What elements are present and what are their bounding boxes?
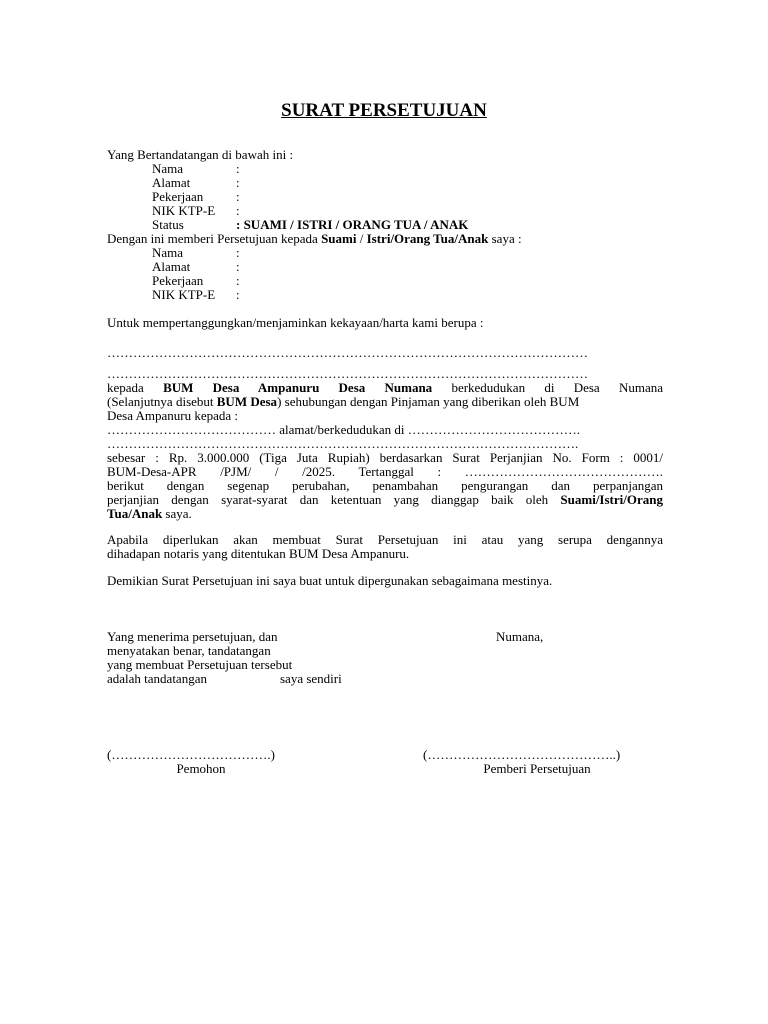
field-colon: : [236, 287, 240, 302]
text-span: ) sehubungan dengan Pinjaman yang diberikan oleh BUM [277, 394, 580, 409]
text-span: berkedudukan [451, 381, 526, 395]
field-label: Status [152, 217, 184, 232]
role-applicant: Pemohon [176, 761, 226, 776]
field-pekerjaan-2 [107, 274, 663, 288]
field-nik [107, 204, 663, 218]
field-colon: : [236, 245, 240, 260]
paragraph-line [107, 381, 663, 395]
bold-span: BUM Desa Ampanuru Desa Numana [163, 381, 433, 395]
signer-section [107, 148, 663, 302]
role-consenter: Pemberi Persetujuan [483, 761, 591, 776]
paragraph-line: Desa Ampanuru kepada : [107, 408, 239, 423]
field-label: Alamat [152, 259, 191, 274]
field-label: NIK KTP-E [152, 287, 216, 302]
field-label: Pekerjaan [152, 273, 204, 288]
paragraph-line [107, 493, 663, 507]
place-date: Numana, [496, 629, 544, 644]
field-label: Nama [152, 245, 184, 260]
field-nama-2 [107, 246, 663, 260]
field-alamat-2 [107, 260, 663, 274]
text-span: perjanjian dengan syarat-syarat dan ketentuan yang dianggap baik oleh [107, 493, 549, 507]
bold-span: BUM Desa [216, 394, 278, 409]
dotted-line: ………………………………………………………………………………………………… [107, 346, 588, 360]
field-alamat [107, 176, 663, 190]
guarantee-body [107, 346, 663, 521]
field-colon: : [236, 189, 240, 204]
text-span: adalah tandatangan [107, 671, 207, 686]
consent-bold: Istri/Orang Tua/Anak [366, 231, 489, 246]
field-colon: : [236, 161, 240, 176]
statement-line: yang membuat Persetujuan tersebut [107, 657, 293, 672]
paragraph-line: ………………………………… alamat/berkedudukan di …………………………………. [107, 423, 581, 437]
text-span: saya sendiri [279, 671, 342, 686]
text-span: saya. [165, 506, 192, 521]
field-label: Alamat [152, 175, 191, 190]
statement-line: Yang menerima persetujuan, dan [107, 629, 278, 644]
paragraph-line [107, 395, 663, 409]
consent-line [107, 232, 663, 246]
paragraph-line: ………………………………………………………………………………………………. [107, 437, 579, 451]
field-status [107, 218, 663, 232]
statement-line [107, 672, 342, 686]
paragraph-line: berikut dengan segenap perubahan, penambahan pengurangan dan perpanjangan [107, 479, 663, 493]
paragraph-line: Apabila diperlukan akan membuat Surat Persetujuan ini atau yang serupa dengannya [107, 533, 663, 547]
field-label: Pekerjaan [152, 189, 204, 204]
consent-text: saya : [491, 231, 522, 246]
consent-sep: / [359, 231, 364, 246]
signature-line-consenter: (……………………………………..) [423, 747, 621, 762]
field-colon: : [236, 259, 240, 274]
bold-span: Tua/Anak [107, 506, 163, 521]
notary-paragraph [107, 533, 663, 561]
signature-line-applicant: (……………………………….) [107, 747, 275, 762]
field-colon: : [236, 175, 240, 190]
bold-span: Suami/Istri/Orang [560, 493, 663, 507]
field-nama [107, 162, 663, 176]
text-span: Numana [618, 381, 663, 395]
text-span: di [544, 381, 555, 395]
dotted-line: ………………………………………………………………………………………………… [107, 367, 588, 381]
consent-text: Dengan ini memberi Persetujuan kepada [107, 231, 318, 246]
text-span: (Selanjutnya disebut [107, 394, 214, 409]
field-colon: : [236, 203, 240, 218]
paragraph-line: dihadapan notaris yang ditentukan BUM Desa Ampanuru. [107, 546, 410, 561]
paragraph-line [107, 507, 663, 521]
text-span: kepada [107, 381, 144, 395]
field-pekerjaan [107, 190, 663, 204]
field-colon: : [236, 273, 240, 288]
closing-paragraph: Demikian Surat Persetujuan ini saya buat untuk dipergunakan sebagaimana mestinya. [107, 573, 553, 588]
status-value: : SUAMI / ISTRI / ORANG TUA / ANAK [236, 217, 469, 232]
text-span: Desa [573, 381, 600, 395]
statement-line: menyatakan benar, tandatangan [107, 643, 271, 658]
paragraph-line: BUM-Desa-APR /PJM/ / /2025. Tertanggal : ………………………………………. [107, 465, 663, 479]
field-label: NIK KTP-E [152, 203, 216, 218]
consent-bold: Suami [321, 231, 357, 246]
paragraph-line: sebesar : Rp. 3.000.000 (Tiga Juta Rupiah) berdasarkan Surat Perjanjian No. Form : 0001/ [107, 451, 663, 465]
document-title: SURAT PERSETUJUAN [281, 100, 487, 121]
field-nik-2 [107, 288, 663, 302]
signature-statement [107, 630, 342, 686]
intro-text: Yang Bertandatangan di bawah ini : [107, 147, 294, 162]
field-label: Nama [152, 161, 184, 176]
guarantee-intro: Untuk mempertanggungkan/menjaminkan kekayaan/harta kami berupa : [107, 315, 484, 330]
